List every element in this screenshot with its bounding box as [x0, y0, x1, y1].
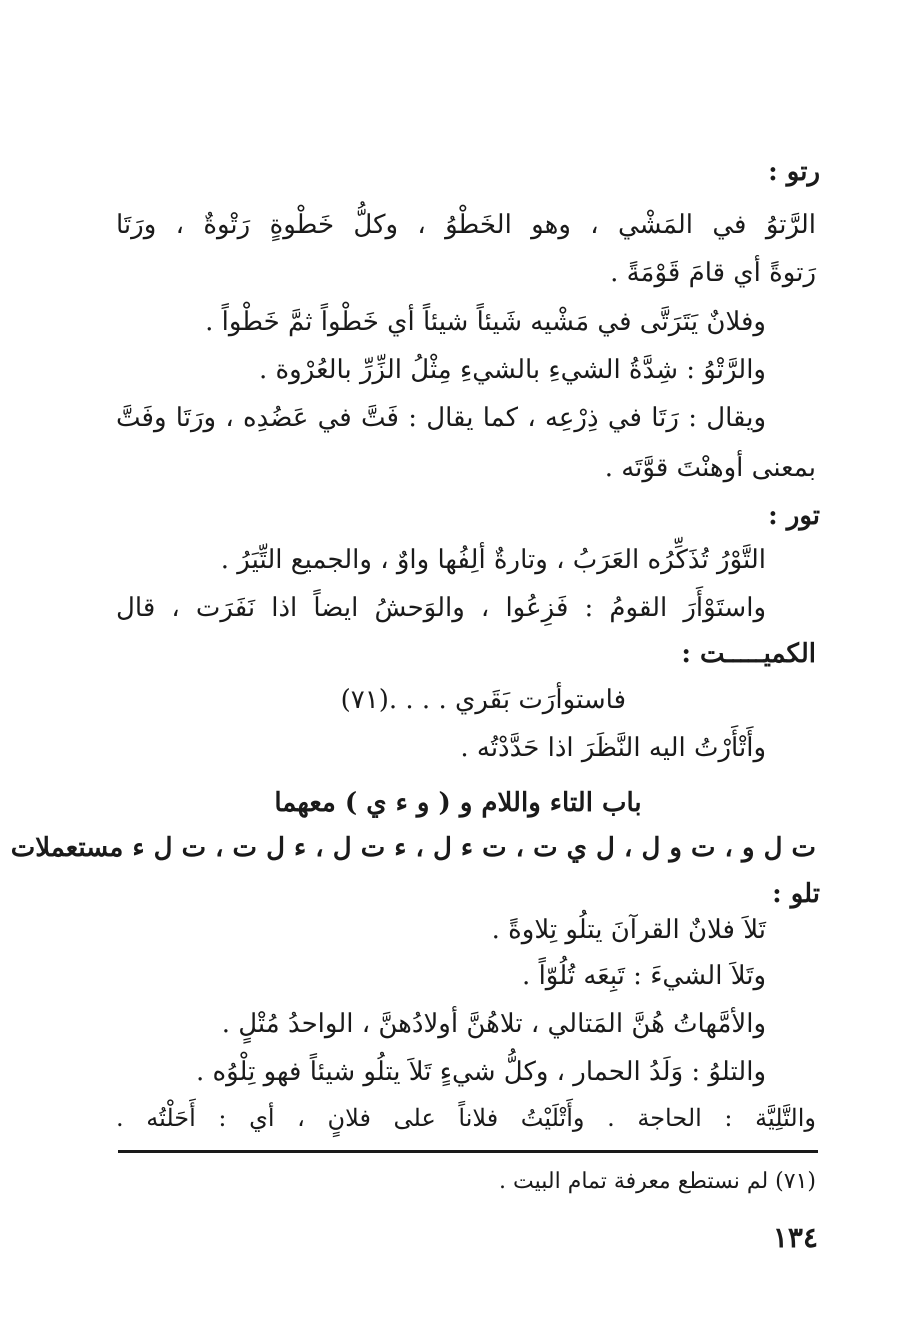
paragraph-line: الكميـــــت : [681, 639, 816, 669]
verse-line: فاستوأرَت بَقَري . . . .(٧١) [340, 685, 626, 715]
entry-heading-ratw: رتو : [768, 157, 820, 187]
paragraph-line: والرَّتْوُ : شِدَّةُ الشيءِ بالشيءِ مِثْلُ الزِّرِّ بالعُرْوة . [259, 355, 766, 385]
paragraph-line: رَتوةً أي قامَ قَوْمَةً . [610, 258, 816, 288]
chapter-title: باب التاء واللام و ( و ء ي ) معهما [274, 788, 642, 818]
paragraph-line: ويقال : رَتَا في ذِرْعِه ، كما يقال : فَتَّ في عَضُدِه ، ورَتَا وفَتَّ [116, 403, 766, 433]
paragraph-line: التَّوْرُ تُذَكِّرُه العَرَبُ ، وتارةٌ ألِفُها واوٌ ، والجميع التِّيَرُ . [220, 545, 766, 575]
paragraph-line: واستَوْأَرَ القومُ : فَزِعُوا ، والوَحشُ ايضاً اذا نَفَرَت ، قال [116, 593, 766, 623]
paragraph-line: وفلانٌ يَتَرَتَّى في مَشْيه شَيئاً شيئاً أي خَطْواً ثمَّ خَطْواً . [205, 307, 766, 337]
footnote: (٧١) لم نستطع معرفة تمام البيت . [499, 1169, 816, 1194]
paragraph-line: والتلوُ : وَلَدُ الحمار ، وكلُّ شيءٍ تَلاَ يتلُو شيئاً فهو تِلْوُه . [195, 1057, 766, 1087]
paragraph-line: وأَتْأَرْتُ اليه النَّظَرَ اذا حَدَّدْتُه . [460, 733, 766, 763]
paragraph-line: تَلاَ فلانٌ القرآنَ يتلُو تِلاوةً . [491, 915, 766, 945]
page-number: ١٣٤ [772, 1221, 818, 1254]
paragraph-line: والأمَّهاتُ هُنَّ المَتالي ، تلاهُنَّ أولادُهنَّ ، الواحدُ مُتْلٍ . [221, 1009, 766, 1039]
chapter-root-combinations: ت ل و ، ت و ل ، ل ي ت ، ت ء ل ، ء ت ل ، ء ل ت ، ت ل ء مستعملات [10, 833, 816, 863]
entry-heading-talw: تلو : [772, 879, 820, 909]
paragraph-line: الرَّتوُ في المَشْي ، وهو الخَطْوُ ، وكلُّ خَطْوةٍ رَتْوةٌ ، ورَتَا [116, 210, 816, 240]
footnote-divider [118, 1150, 818, 1153]
paragraph-line: بمعنى أوهنْتَ قوَّتَه . [604, 453, 816, 483]
paragraph-line: والتَّلِيَّة : الحاجة . وأَتْلَيْتُ فلاناً على فلانٍ ، أي : أَحَلْتُه . [116, 1104, 816, 1132]
paragraph-line: وتَلاَ الشيءَ : تَبِعَه تُلُوّاً . [522, 961, 766, 991]
entry-heading-tawr: تور : [768, 501, 820, 531]
